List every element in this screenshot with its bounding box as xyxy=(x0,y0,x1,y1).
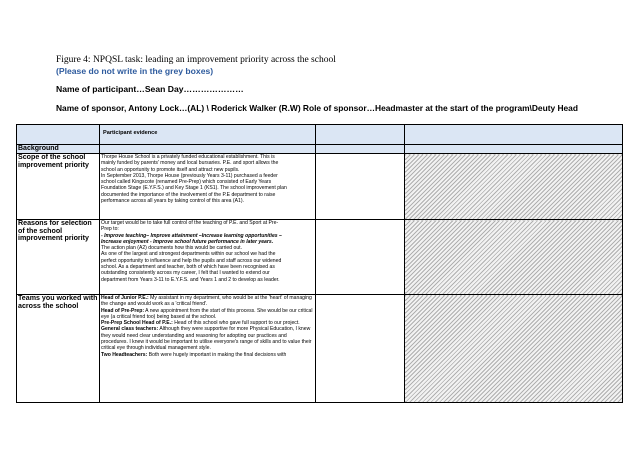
header-cell xyxy=(100,125,316,145)
evidence-line: Thorpe House School is a privately funded educational establishment. This is xyxy=(101,154,275,160)
evidence-line: performance across all years by taking control of this area (A1). xyxy=(101,198,244,205)
evidence-line: documented the importance of the involvement of the P.E department to raise xyxy=(101,191,276,198)
background-label: Background xyxy=(18,145,59,152)
evidence-line: perfect opportunity to influence and help the pupils and staff across our widened xyxy=(101,257,282,264)
evidence-line: Prep to: xyxy=(101,226,119,233)
evidence-line: As one of the largest and strongest departments within our school we had the xyxy=(101,251,276,258)
team-paragraph: Head of Junior P.E.: My assistant in my department, who would be at the 'heart' of managing the change and would work as a 'critical friend'. xyxy=(101,295,312,308)
evidence-line: Our target would be to take full control of the teaching of P.E. and Sport at Pre- xyxy=(101,220,279,226)
evidence-cell xyxy=(100,220,316,295)
evidence-line: school an opportunity to promote itself and attract new pupils. xyxy=(101,166,240,173)
row-label: Reasons for selection of the school improvement priority xyxy=(18,219,92,243)
evidence-line: department from Years 3-11 to E.Y.F.S. and Years 1 and 2 to develop as leader. xyxy=(101,276,280,283)
header-cell-3 xyxy=(316,125,405,145)
table-row xyxy=(17,154,623,220)
team-paragraph: Pre-Prep School Head of P.E.: Head of this school who gave full support to our project. xyxy=(101,320,300,327)
row-label-cell xyxy=(17,220,100,295)
team-paragraph: Two Headteachers: Both were hugely important in making the final decisions with xyxy=(101,351,287,358)
evidence-line: Increase enjoyment - Improve school future performance in later years. xyxy=(101,238,274,245)
evidence-line: mainly funded by parents' money and local bursaries. P.E. and sport allows the xyxy=(101,160,279,167)
grey-box xyxy=(405,295,623,403)
evidence-line: school. As a department and teacher, both of which have been recognised as xyxy=(101,264,275,271)
evidence-line: school called Kingscote (renamed Pre-Prep) which consisted of Early Years xyxy=(101,179,272,186)
header-blank-cell xyxy=(17,125,100,145)
evidence-cell xyxy=(100,154,316,220)
grey-box-note: (Please do not write in the grey boxes) xyxy=(56,66,214,76)
table-row xyxy=(17,295,623,403)
row-label: Scope of the school improvement priority xyxy=(18,153,89,169)
evidence-line: Foundation Stage (E.Y.F.S.) and Key Stage 1 (KS1). The school improvement plan xyxy=(101,185,287,192)
team-paragraph: General class teachers: Although they were supportive for more Physical Education, I knew they would need clear understanding and reasoning for adopting our practices and procedures. I knew it would be important to utilise everyone's range of skills and to value their critical eye through individual management style. xyxy=(101,326,312,352)
background-cell-3 xyxy=(316,145,405,154)
evidence-line: - Improve teaching– Improve attainment –Increase learning opportunities – xyxy=(101,232,282,239)
figure-caption: Figure 4: NPQSL task: leading an improvement priority across the school xyxy=(56,55,336,65)
blank-cell xyxy=(316,295,405,403)
background-cell-2 xyxy=(100,145,316,154)
background-row xyxy=(17,145,623,154)
evidence-table xyxy=(16,124,623,403)
sponsor-line: Name of sponsor, Antony Lock…(AL) \ Roderick Walker (R.W) Role of sponsor…Headmaster at the start of the program\Deuty Head xyxy=(56,103,578,113)
evidence-line: The action plan (A2) documents how this would be carried out. xyxy=(101,245,243,252)
header-label: Participant evidence xyxy=(103,130,158,136)
evidence-line: In September 2013, Thorpe House (previously Years 3-11) purchased a feeder xyxy=(101,172,278,179)
table-header-row xyxy=(17,125,623,145)
blank-cell xyxy=(316,220,405,295)
header-cell-4 xyxy=(405,125,623,145)
evidence-cell xyxy=(100,295,316,403)
participant-name-line: Name of participant…Sean Day………………… xyxy=(56,84,244,94)
row-label-cell xyxy=(17,154,100,220)
row-label: Teams you worked with across the school xyxy=(18,294,98,310)
blank-cell xyxy=(316,154,405,220)
evidence-line: outstanding consistently across my career, I felt that I wanted to extend our xyxy=(101,270,270,277)
background-cell-4 xyxy=(405,145,623,154)
grey-box xyxy=(405,220,623,295)
grey-box xyxy=(405,154,623,220)
team-paragraph: Head of Pre-Prep: A new appointment from the start of this process. She would be our critical eye (a critical friend too) being based at the school. xyxy=(101,307,313,320)
row-label-cell xyxy=(17,295,100,403)
table-row xyxy=(17,220,623,295)
